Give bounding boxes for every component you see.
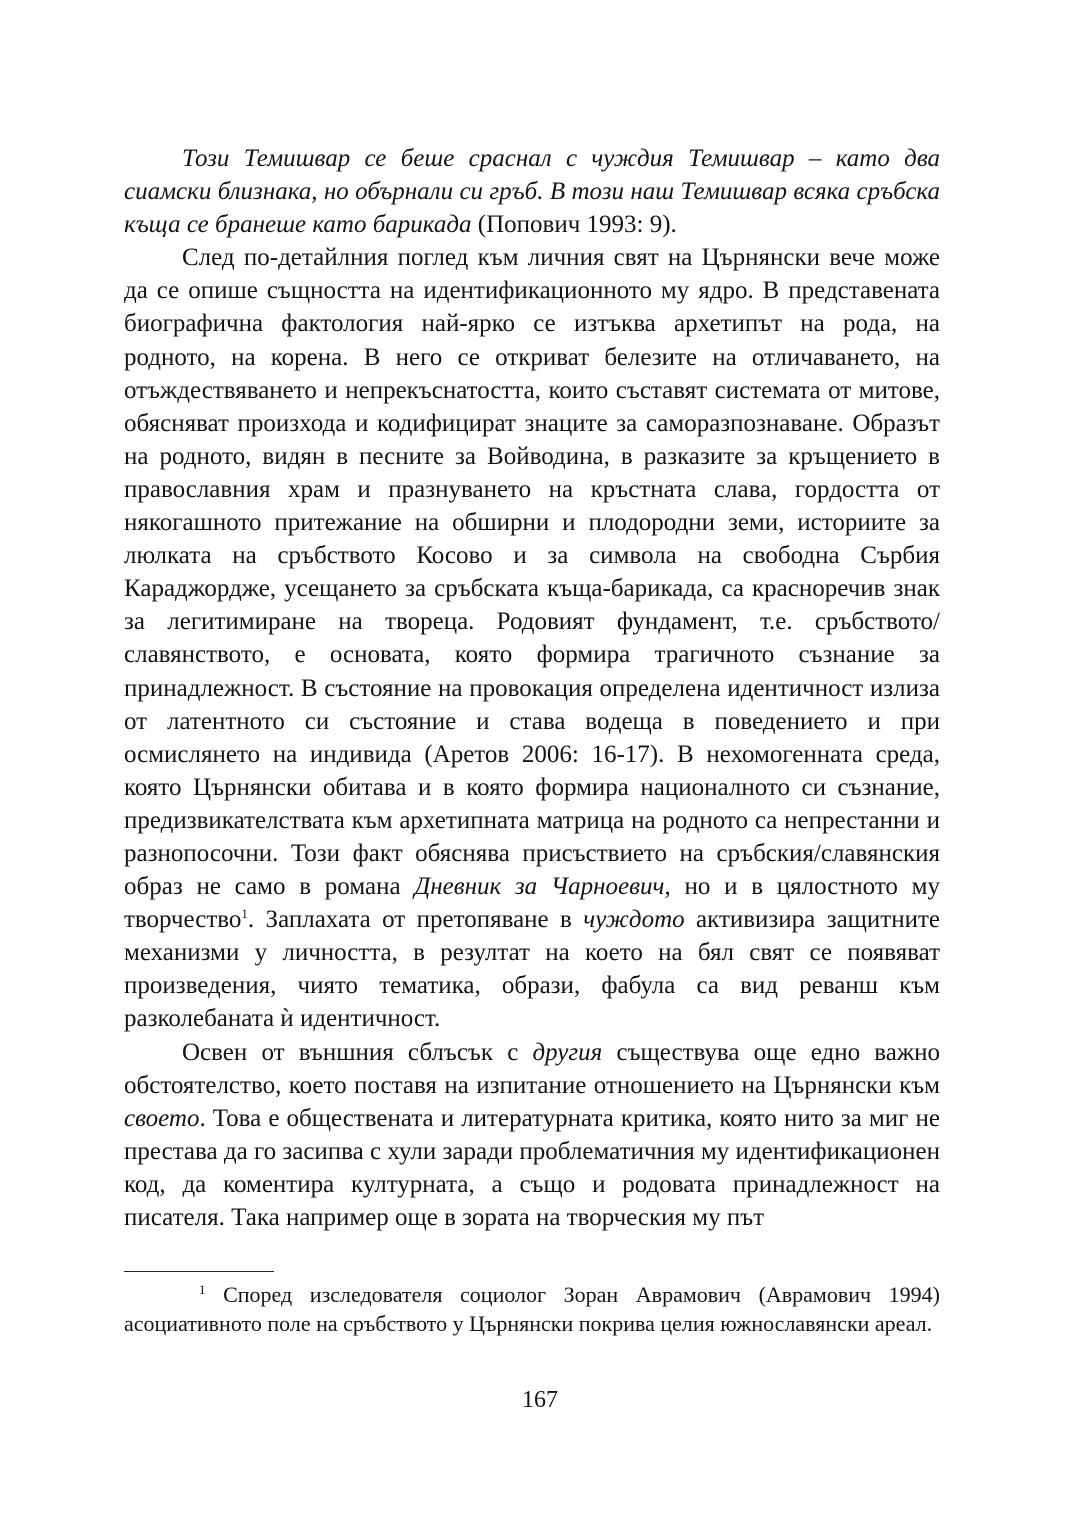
paragraph-identity-core — [124, 241, 940, 1035]
footnote-mark: 1 — [199, 1282, 206, 1297]
paragraph-quote — [124, 142, 940, 241]
paragraph-criticism — [124, 1036, 940, 1235]
main-text — [124, 142, 940, 1234]
footnote — [124, 1280, 940, 1338]
novel-title: Дневник за Чарноевич — [414, 873, 665, 901]
paragraph-text: . Заплахата от претопяване в — [247, 906, 584, 934]
paragraph-text: Освен от външния сблъсък с — [182, 1038, 533, 1066]
quote-italic-text: Този Темишвар се беше сраснал с чуждия Темишвар – като два сиамски близнака, но обърнали си гръб. В този наш Темишвар всяка сръбска къща се бранеше като барикада — [124, 145, 940, 239]
quote-citation: (Попович 1993: 9). — [471, 211, 677, 239]
paragraph-text: След по-детайлния поглед към личния свят на Църнянски вече може да се опише същността на идентификационното му ядро. В представената биографична фактология най-ярко се изтъква архетипът на рода, на родното, на корена. В него се откриват белезите на отличаването, на отъждествяването и непрекъснатостта, които съставят системата от митове, обясняват произхода и кодифицират знаците за саморазпознаване. Образът на родното, видян в песните за Войводина, в разказите за кръщението в православния храм и празнуването на кръстната слава, гордостта от някогашното притежание на обширни и плодородни земи, историите за люлката на сръбството Косово и за символа на свободна Сърбия Караджордже, усещането за сръбската къща-барикада, са красноречив знак за легитимиране на твореца. Родовият фундамент, т.е. сръбството/славянството, е основата, която формира трагичното съзнание за принадлежност. В състояние на провокация определена идентичност излиза от латентното си състояние и става водеща в поведението и при осмислянето на индивида (Аретов 2006: 16-17). В нехомогенната среда, която Църнянски обитава и в която формира националното си съзнание, предизвикателствата към архетипната матрица на родното са непрестанни и разнопосочни. Този факт обяснява присъствието на сръбския/славянския образ не само в романа — [124, 244, 940, 901]
paragraph-text: съществува още едно важно обстоятелство, което поставя на изпитание отношението на Църнянски към — [124, 1038, 940, 1099]
footnote-text: Според изследователя социолог Зоран Аврамович (Аврамович 1994) асоциативното поле на сръбството у Църнянски покрива целия южнославянски ареал. — [124, 1282, 940, 1336]
paragraph-text: активизира защитните механизми у личността, в резултат на което на бял свят се появяват произведения, чиято тематика, образи, фабула са вид реванш към разколебаната ѝ идентичност. — [124, 906, 940, 1033]
paragraph-text: , но и в цялостното му творчество — [124, 873, 940, 934]
emphasis-term: своето — [124, 1104, 200, 1132]
paragraph-text: . Това е обществената и литературната критика, която нито за миг не престава да го засипва с хули заради проблематичния му идентификационен код, да коментира културната, а също и родовата принадлежност на писателя. Така например още в зората на творческия му път — [124, 1104, 940, 1231]
page-number: 167 — [522, 1387, 558, 1413]
emphasis-term: другия — [532, 1038, 603, 1066]
emphasis-term: чуждото — [583, 906, 685, 934]
footnote-reference[interactable]: 1 — [241, 906, 248, 922]
footnote-separator — [124, 1271, 274, 1272]
